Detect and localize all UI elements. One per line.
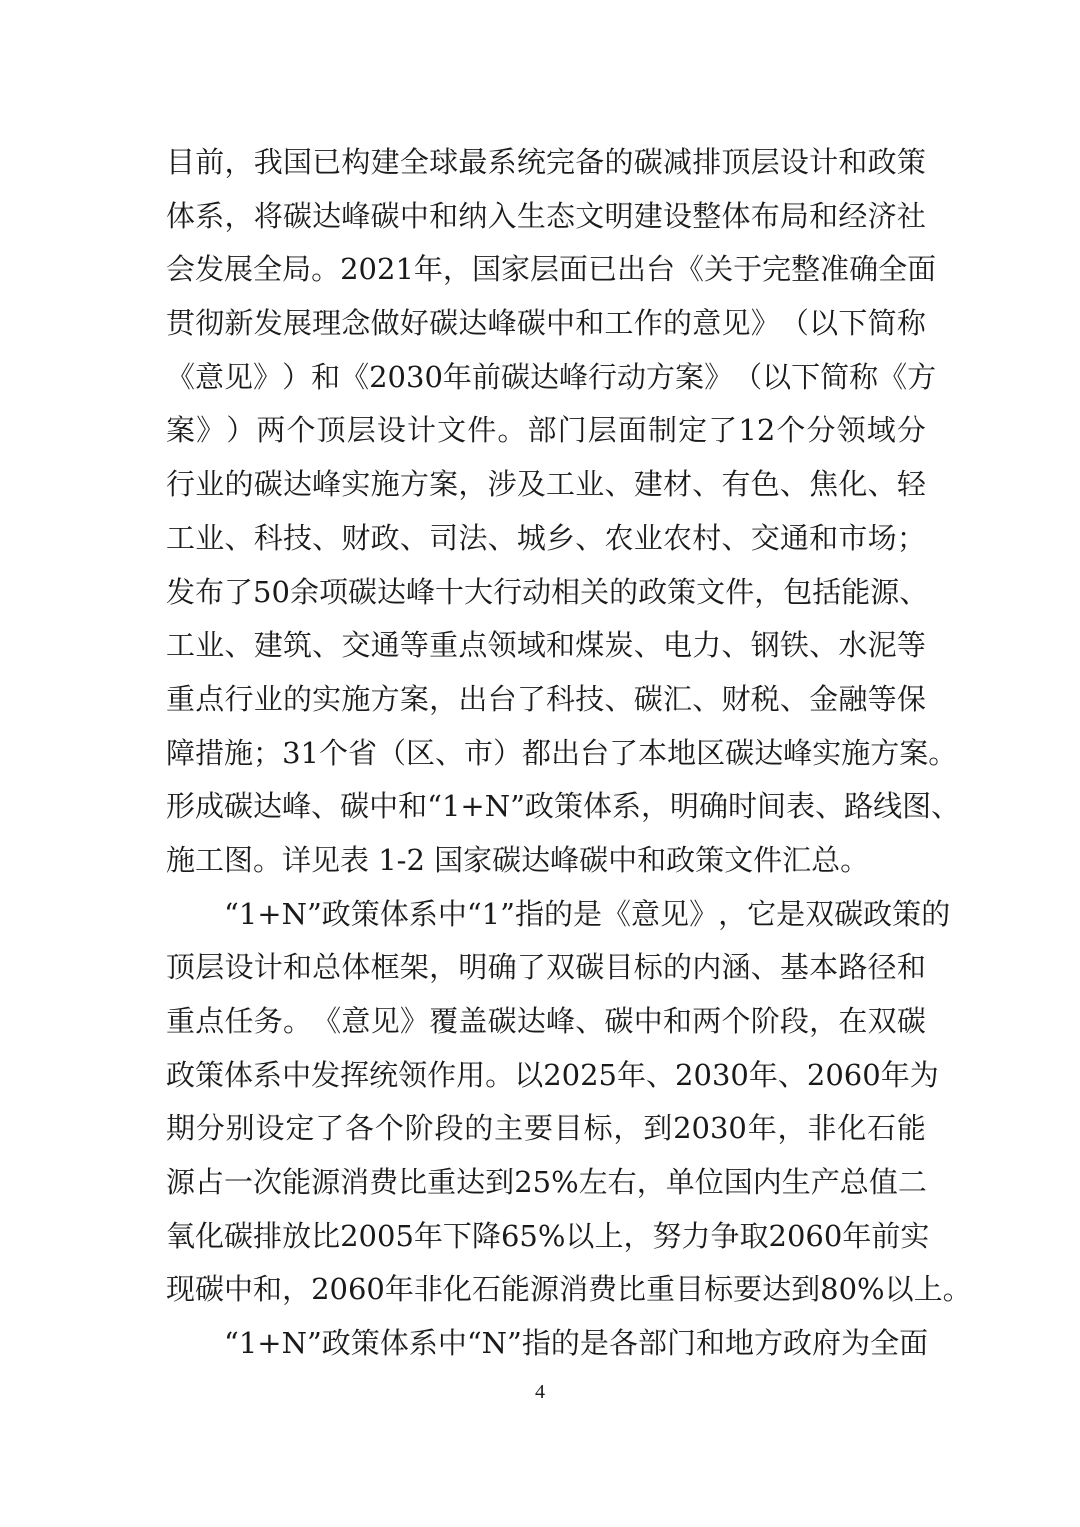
text-line: 工 业 、 建 筑 、 交 通 等 重 点 领 域 和 煤 炭 、 电 力 、 钢 铁 、 水 泥 等 (166, 628, 926, 663)
body-text (166, 136, 972, 1371)
text-line: 体 系 ， 将 碳 达 峰 碳 中 和 纳 入 生 态 文 明 建 设 整 体 布 局 和 经 济 社 (166, 198, 926, 233)
text-line: 施工图。详见表 1-2 国家碳达峰碳中和政策文件汇总。 (166, 842, 870, 877)
text-line: 源 占 一 次 能 源 消 费 比 重 达 到 25% 左 右 ， 单 位 国 内 生 产 总 值 二 (166, 1165, 927, 1200)
text-line: “1+N” 政 策 体 系 中 “1” 指 的 是 《 意 见 》 ， 它 是 双 碳 政 策 的 (224, 896, 951, 931)
text-line: 目 前 ， 我 国 已 构 建 全 球 最 系 统 完 备 的 碳 减 排 顶 层 设 计 和 政 策 (166, 145, 926, 179)
text-line: 贯 彻 新 发 展 理 念 做 好 碳 达 峰 碳 中 和 工 作 的 意 见 》 （ 以 下 简 称 (166, 306, 926, 341)
text-line: 政 策 体 系 中 发 挥 统 领 作 用 。 以 2025 年 、 2030 年 、 2060 年 为 (166, 1057, 939, 1092)
text-line: 会 发 展 全 局 。 2021 年 ， 国 家 层 面 已 出 台 《 关 于 完 整 准 确 全 面 (166, 252, 937, 287)
text-line: 障 措 施 ； 31 个 省 （ 区 、 市 ） 都 出 台 了 本 地 区 碳 达 峰 实 施 方 案 。 (166, 735, 958, 770)
text-line: 期 分 别 设 定 了 各 个 阶 段 的 主 要 目 标 ， 到 2030 年 ， 非 化 石 能 (166, 1111, 926, 1146)
text-line: 发 布 了 50 余 项 碳 达 峰 十 大 行 动 相 关 的 政 策 文 件 ， 包 括 能 源 、 (166, 574, 929, 609)
text-line: 形 成 碳 达 峰 、 碳 中 和 “1+N” 政 策 体 系 ， 明 确 时 间 表 、 路 线 图 、 (166, 789, 961, 824)
text-line: “1+N” 政 策 体 系 中 “N” 指 的 是 各 部 门 和 地 方 政 府 为 全 面 (224, 1326, 929, 1361)
text-line: 案 》 ） 两 个 顶 层 设 计 文 件 。 部 门 层 面 制 定 了 12 个 分 领 域 分 (166, 413, 926, 448)
page-number: 4 (535, 1381, 545, 1403)
text-line: 重 点 行 业 的 实 施 方 案 ， 出 台 了 科 技 、 碳 汇 、 财 税 、 金 融 等 保 (166, 681, 926, 716)
text-line: 行 业 的 碳 达 峰 实 施 方 案 ， 涉 及 工 业 、 建 材 、 有 色 、 焦 化 、 轻 (166, 467, 926, 502)
text-line: 工 业 、 科 技 、 财 政 、 司 法 、 城 乡 、 农 业 农 村 、 交 通 和 市 场 ； (166, 520, 926, 555)
text-line: 《 意 见 》 ） 和 《 2030 年 前 碳 达 峰 行 动 方 案 》 （ 以 下 简 称 《 方 (166, 359, 937, 394)
text-line: 重 点 任 务 。 《 意 见 》 覆 盖 碳 达 峰 、 碳 中 和 两 个 阶 段 ， 在 双 碳 (166, 1004, 926, 1038)
text-line: 顶 层 设 计 和 总 体 框 架 ， 明 确 了 双 碳 目 标 的 内 涵 、 基 本 路 径 和 (166, 950, 926, 985)
text-line: 现 碳 中 和 ， 2060 年 非 化 石 能 源 消 费 比 重 目 标 要 达 到 80% 以 上 。 (166, 1272, 972, 1307)
text-line: 氧 化 碳 排 放 比 2005 年 下 降 65% 以 上 ， 努 力 争 取 2060 年 前 实 (166, 1218, 930, 1253)
